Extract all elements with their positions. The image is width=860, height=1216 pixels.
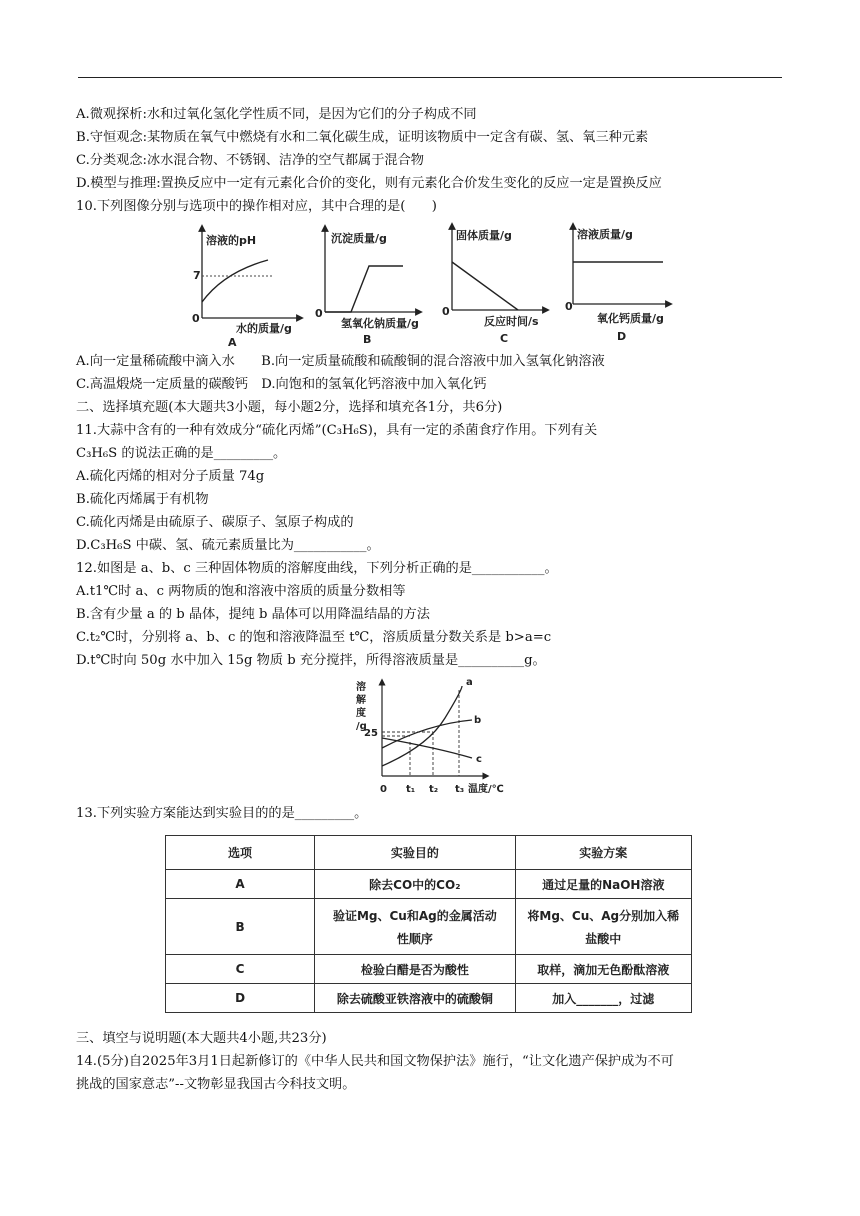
graph-a-ytick: 7	[193, 269, 201, 282]
solubility-curve-figure	[348, 676, 518, 804]
q9-option-a: A.微观探析:水和过氧化氢化学性质不同，是因为它们的分子构成不同	[76, 107, 477, 122]
table-row	[166, 984, 692, 1013]
table-header-row	[166, 836, 692, 870]
table-cell-option: C	[166, 955, 315, 984]
graph-c-xlabel: 反应时间/s	[484, 315, 539, 328]
graph-b-origin: 0	[315, 307, 323, 320]
solubility-ylabel-2: 解	[356, 695, 366, 706]
table-cell-plan-line-1: 将Mg、Cu、Ag分别加入稀	[527, 908, 680, 923]
table-row	[166, 899, 692, 955]
graph-d-label: D	[617, 330, 627, 343]
table-cell-plan: 加入_______，过滤	[515, 984, 691, 1013]
solubility-xlabel: 温度/℃	[468, 784, 504, 795]
graph-d-ylabel: 溶液质量/g	[577, 228, 633, 241]
graph-a-ylabel: 溶液的pH	[206, 234, 257, 247]
solubility-xtick-t1: t₁	[406, 784, 416, 795]
series-label-a: a	[466, 677, 473, 688]
graph-c-ylabel: 固体质量/g	[456, 229, 512, 242]
graph-d-origin: 0	[565, 300, 573, 313]
q9-option-c: C.分类观念:冰水混合物、不锈钢、洁净的空气都属于混合物	[76, 153, 424, 168]
solubility-xtick-t2: t₂	[429, 784, 439, 795]
graph-b-label: B	[363, 333, 372, 346]
q9-option-d: D.模型与推理:置换反应中一定有元素化合价的变化，则有元素化合价发生变化的反应一定是置换反应	[76, 176, 662, 191]
q12-stem: 12.如图是 a、b、c 三种固体物质的溶解度曲线，下列分析正确的是___________。	[76, 561, 558, 576]
graph-a-origin: 0	[192, 312, 200, 325]
graph-c	[440, 222, 555, 356]
q11-option-b: B.硫化丙烯属于有机物	[76, 492, 209, 507]
graph-a-xlabel: 水的质量/g	[236, 322, 292, 335]
table-cell-purpose-line-2: 性顺序	[396, 931, 433, 946]
graph-b-xlabel: 氢氧化钠质量/g	[341, 317, 419, 330]
graph-c-origin: 0	[442, 305, 450, 318]
table-cell-purpose: 除去硫酸亚铁溶液中的硫酸铜	[315, 984, 515, 1013]
q10-options-ab: A.向一定量稀硫酸中滴入水 B.向一定质量硫酸和硫酸铜的混合溶液中加入氢氧化钠溶液	[76, 354, 605, 369]
solubility-ylabel-4: /g	[356, 721, 367, 732]
q11-option-c: C.硫化丙烯是由硫原子、碳原子、氢原子构成的	[76, 515, 354, 530]
table-cell-purpose: 除去CO中的CO₂	[315, 870, 515, 899]
table-cell-plan: 通过足量的NaOH溶液	[515, 870, 691, 899]
table-cell-plan: 取样，滴加无色酚酞溶液	[515, 955, 691, 984]
table-header: 实验目的	[315, 836, 515, 870]
table-cell-purpose-line-1: 验证Mg、Cu和Ag的金属活动	[332, 908, 497, 923]
solubility-origin: 0	[380, 784, 387, 795]
table-cell-plan-line-2: 盐酸中	[585, 931, 622, 946]
solubility-ytick-25: 25	[364, 728, 378, 739]
solubility-ylabel-1: 溶	[356, 682, 366, 693]
graph-c-label: C	[500, 332, 509, 345]
section-2-heading: 二、选择填充题(本大题共3小题，每小题2分，选择和填充各1分，共6分)	[76, 400, 503, 415]
section-3-heading: 三、填空与说明题(本大题共4小题,共23分)	[76, 1031, 327, 1046]
graph-b-ylabel: 沉淀质量/g	[331, 232, 387, 245]
experiment-table	[165, 835, 692, 1013]
q9-option-b: B.守恒观念:某物质在氧气中燃烧有水和二氧化碳生成，证明该物质中一定含有碳、氢、氧三种元素	[76, 130, 649, 145]
q12-option-b: B.含有少量 a 的 b 晶体，提纯 b 晶体可以用降温结晶的方法	[76, 607, 430, 622]
header-rule	[78, 77, 782, 78]
q14-stem-1: 14.(5分)自2025年3月1日起新修订的《中华人民共和国文物保护法》施行，“让文化遗产保护成为不可	[76, 1054, 674, 1069]
series-label-b: b	[474, 715, 482, 726]
table-cell-plan	[515, 899, 691, 955]
graph-a-label: A	[228, 336, 237, 349]
table-cell-purpose: 检验白醋是否为酸性	[315, 955, 515, 984]
q13-stem: 13.下列实验方案能达到实验目的的是_________。	[76, 806, 368, 821]
table-row	[166, 870, 692, 899]
solubility-xtick-t3: t₃	[455, 784, 465, 795]
table-header: 实验方案	[515, 836, 691, 870]
q11-stem-2: C₃H₆S 的说法正确的是_________。	[76, 446, 287, 461]
table-row	[166, 955, 692, 984]
q10-stem: 10.下列图像分别与选项中的操作相对应，其中合理的是( )	[76, 199, 437, 214]
table-cell-purpose	[315, 899, 515, 955]
graph-d-xlabel: 氧化钙质量/g	[597, 312, 664, 325]
q12-option-d: D.t℃时向 50g 水中加入 15g 物质 b 充分搅拌，所得溶液质量是__________g。	[76, 653, 546, 668]
table-cell-option: D	[166, 984, 315, 1013]
graph-a	[188, 222, 308, 356]
q11-option-d: D.C₃H₆S 中碳、氢、硫元素质量比为___________。	[76, 538, 380, 553]
q10-options-cd: C.高温煅烧一定质量的碳酸钙 D.向饱和的氢氧化钙溶液中加入氧化钙	[76, 377, 487, 392]
table-cell-option: B	[166, 899, 315, 955]
table-header: 选项	[166, 836, 315, 870]
q11-option-a: A.硫化丙烯的相对分子质量 74g	[76, 469, 265, 484]
q12-option-a: A.t1℃时 a、c 两物质的饱和溶液中溶质的质量分数相等	[76, 584, 406, 599]
graph-b	[311, 222, 426, 356]
graph-d	[563, 222, 678, 356]
series-label-c: c	[476, 754, 482, 765]
q11-stem-1: 11.大蒜中含有的一种有效成分“硫化丙烯”(C₃H₆S)，具有一定的杀菌食疗作用。下列有关	[76, 423, 598, 438]
q12-option-c: C.t₂℃时，分别将 a、b、c 的饱和溶液降温至 t℃，溶质质量分数关系是 b>a=c	[76, 630, 552, 645]
solubility-ylabel-3: 度	[356, 708, 366, 719]
table-cell-option: A	[166, 870, 315, 899]
q14-stem-2: 挑战的国家意志”--文物彰显我国古今科技文明。	[76, 1077, 356, 1092]
